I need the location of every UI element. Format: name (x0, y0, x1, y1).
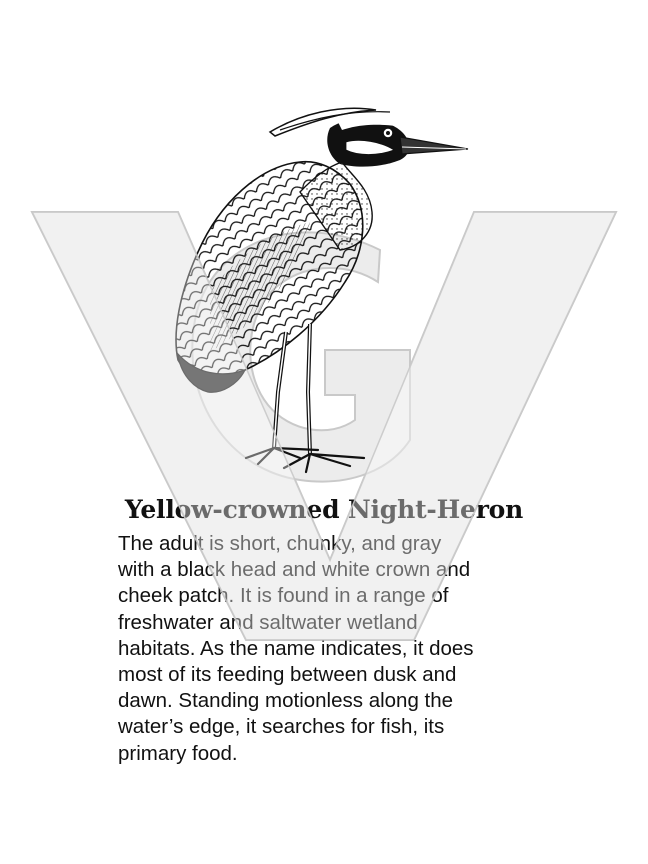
description-line: water’s edge, it searches for fish, its (118, 715, 445, 739)
page-title: Yellow-crowned Night-Heron (124, 494, 524, 524)
description-line: primary food. (118, 741, 238, 765)
description-line: The adult is short, chunky, and gray (118, 532, 442, 555)
description-line: with a black head and white crown and (118, 558, 471, 582)
heron-beak (400, 137, 468, 154)
description-line: freshwater and saltwater wetland (118, 610, 418, 634)
heron-feet (246, 448, 364, 472)
heron-illustration (150, 92, 490, 482)
description-line: cheek patch. It is found in a range of (118, 584, 449, 608)
description-line: most of its feeding between dusk and (118, 663, 457, 687)
description-line: habitats. As the name indicates, it does (118, 636, 474, 660)
description-line: dawn. Standing motionless along the (118, 689, 454, 713)
description-paragraph (118, 531, 548, 767)
